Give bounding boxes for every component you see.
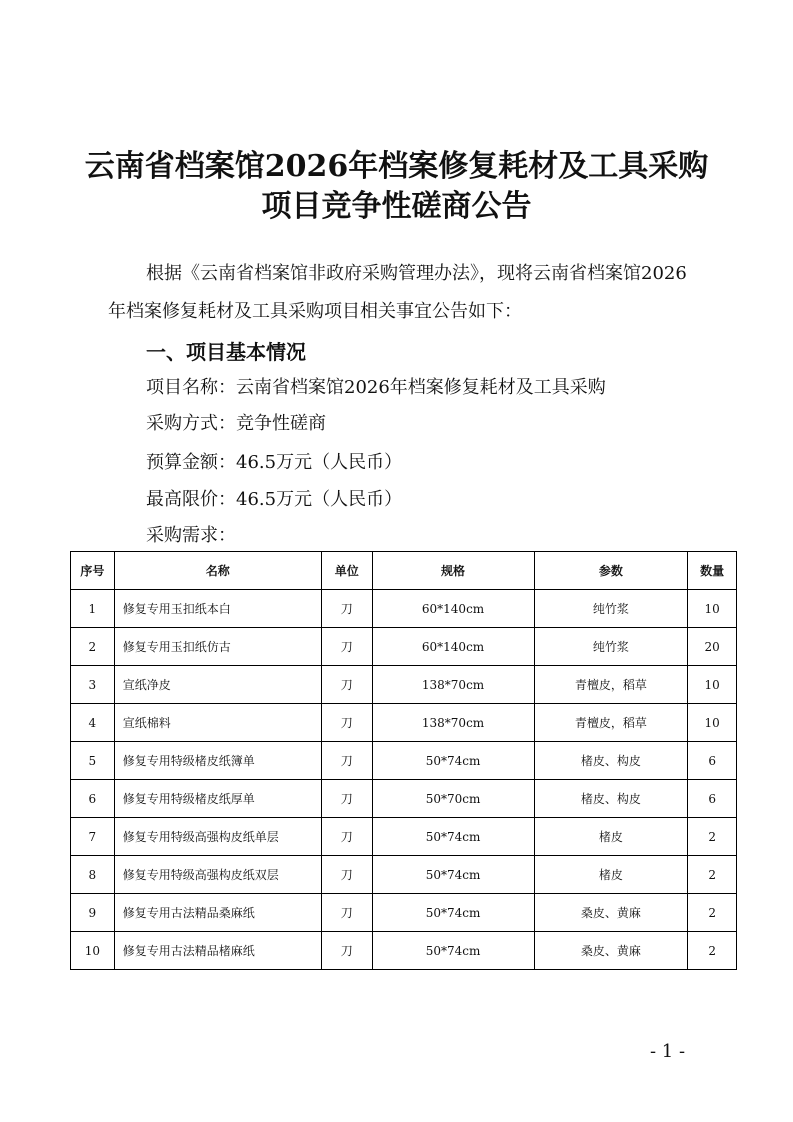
- cell-unit: 刀: [321, 894, 372, 932]
- cell-spec: 60*140cm: [372, 590, 534, 628]
- cell-unit: 刀: [321, 742, 372, 780]
- header-index: 序号: [71, 552, 115, 590]
- header-spec: 规格: [372, 552, 534, 590]
- field-budget: 预算金额：46.5万元（人民币）: [146, 452, 403, 473]
- cell-params: 青檀皮，稻草: [534, 666, 688, 704]
- cell-params: 楮皮、构皮: [534, 780, 688, 818]
- cell-spec: 60*140cm: [372, 628, 534, 666]
- cell-params: 桑皮、黄麻: [534, 932, 688, 970]
- cell-index: 7: [71, 818, 115, 856]
- intro-paragraph-line2: 年档案修复耗材及工具采购项目相关事宜公告如下：: [108, 301, 522, 322]
- requirements-table: [70, 551, 737, 970]
- cell-spec: 50*74cm: [372, 932, 534, 970]
- cell-index: 6: [71, 780, 115, 818]
- cell-name: 修复专用古法精品楮麻纸: [114, 932, 321, 970]
- cell-quantity: 10: [688, 704, 737, 742]
- cell-spec: 138*70cm: [372, 666, 534, 704]
- header-quantity: 数量: [688, 552, 737, 590]
- cell-name: 修复专用特级高强构皮纸双层: [114, 856, 321, 894]
- cell-quantity: 2: [688, 818, 737, 856]
- cell-spec: 50*74cm: [372, 742, 534, 780]
- cell-unit: 刀: [321, 628, 372, 666]
- cell-params: 楮皮、构皮: [534, 742, 688, 780]
- table-row: [71, 704, 737, 742]
- field-procurement-method: 采购方式：竞争性磋商: [146, 413, 326, 434]
- cell-unit: 刀: [321, 590, 372, 628]
- cell-params: 纯竹浆: [534, 590, 688, 628]
- section-heading: 一、项目基本情况: [146, 340, 306, 364]
- cell-quantity: 20: [688, 628, 737, 666]
- table-row: [71, 628, 737, 666]
- cell-params: 桑皮、黄麻: [534, 894, 688, 932]
- cell-unit: 刀: [321, 704, 372, 742]
- cell-params: 楮皮: [534, 818, 688, 856]
- cell-index: 9: [71, 894, 115, 932]
- cell-spec: 138*70cm: [372, 704, 534, 742]
- table-row: [71, 856, 737, 894]
- cell-quantity: 6: [688, 742, 737, 780]
- field-requirements: 采购需求：: [146, 525, 236, 546]
- table-row: [71, 780, 737, 818]
- cell-unit: 刀: [321, 780, 372, 818]
- cell-index: 10: [71, 932, 115, 970]
- table-header-row: [71, 552, 737, 590]
- document-title-line1: 云南省档案馆2026年档案修复耗材及工具采购: [84, 149, 709, 184]
- cell-unit: 刀: [321, 818, 372, 856]
- cell-quantity: 6: [688, 780, 737, 818]
- cell-params: 纯竹浆: [534, 628, 688, 666]
- cell-quantity: 2: [688, 932, 737, 970]
- table-row: [71, 932, 737, 970]
- cell-name: 宣纸棉料: [114, 704, 321, 742]
- cell-index: 2: [71, 628, 115, 666]
- cell-index: 8: [71, 856, 115, 894]
- cell-spec: 50*74cm: [372, 856, 534, 894]
- cell-params: 青檀皮，稻草: [534, 704, 688, 742]
- cell-quantity: 2: [688, 856, 737, 894]
- header-params: 参数: [534, 552, 688, 590]
- table-row: [71, 742, 737, 780]
- document-title-line2: 项目竞争性磋商公告: [261, 189, 532, 224]
- table-row: [71, 894, 737, 932]
- cell-unit: 刀: [321, 666, 372, 704]
- table-row: [71, 590, 737, 628]
- cell-quantity: 2: [688, 894, 737, 932]
- page-number: - 1 -: [650, 1041, 686, 1062]
- cell-name: 宣纸净皮: [114, 666, 321, 704]
- cell-index: 5: [71, 742, 115, 780]
- cell-name: 修复专用特级楮皮纸簿单: [114, 742, 321, 780]
- field-max-price: 最高限价：46.5万元（人民币）: [146, 489, 403, 510]
- field-project-name: 项目名称：云南省档案馆2026年档案修复耗材及工具采购: [146, 377, 606, 398]
- cell-index: 3: [71, 666, 115, 704]
- cell-spec: 50*74cm: [372, 894, 534, 932]
- table-row: [71, 818, 737, 856]
- cell-index: 4: [71, 704, 115, 742]
- cell-params: 楮皮: [534, 856, 688, 894]
- cell-index: 1: [71, 590, 115, 628]
- cell-name: 修复专用玉扣纸本白: [114, 590, 321, 628]
- cell-name: 修复专用特级高强构皮纸单层: [114, 818, 321, 856]
- cell-name: 修复专用古法精品桑麻纸: [114, 894, 321, 932]
- cell-spec: 50*74cm: [372, 818, 534, 856]
- cell-name: 修复专用特级楮皮纸厚单: [114, 780, 321, 818]
- cell-spec: 50*70cm: [372, 780, 534, 818]
- cell-unit: 刀: [321, 932, 372, 970]
- table-row: [71, 666, 737, 704]
- header-name: 名称: [114, 552, 321, 590]
- intro-paragraph-line1: 根据《云南省档案馆非政府采购管理办法》，现将云南省档案馆2026: [146, 263, 687, 284]
- header-unit: 单位: [321, 552, 372, 590]
- cell-quantity: 10: [688, 666, 737, 704]
- cell-unit: 刀: [321, 856, 372, 894]
- cell-quantity: 10: [688, 590, 737, 628]
- cell-name: 修复专用玉扣纸仿古: [114, 628, 321, 666]
